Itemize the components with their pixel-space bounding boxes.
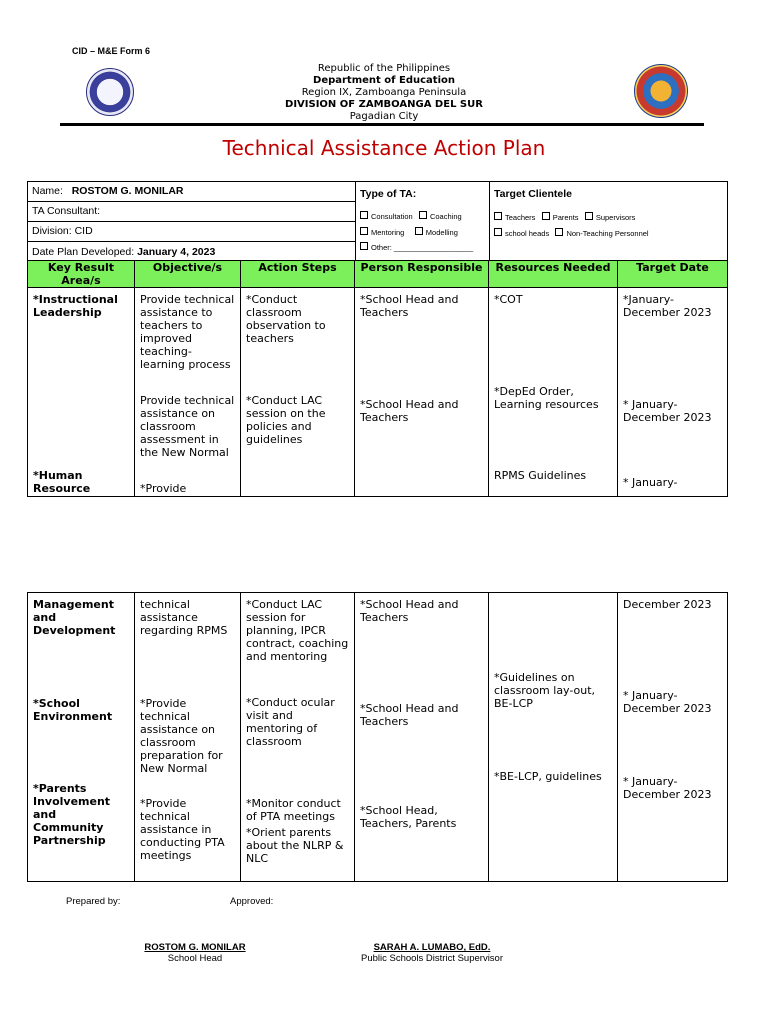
kra-item: *Instructional Leadership [33, 293, 118, 319]
objective-item: *Provide [140, 482, 187, 495]
name-line [28, 182, 355, 202]
page-title: Technical Assistance Action Plan [222, 136, 546, 160]
other-label: Other: ___________________ [371, 243, 474, 252]
person-responsible-cell [355, 593, 489, 882]
mentoring-checkbox[interactable] [360, 227, 368, 235]
column-header-row [28, 261, 728, 288]
letterhead-line-3: Region IX, Zamboanga Peninsula [301, 87, 467, 98]
prepared-signatory [95, 942, 295, 964]
objective-item: Provide technical assistance to teachers to improved teaching-learning process [140, 293, 235, 371]
objective-item: *Provide technical assistance in conducting PTA meetings [140, 797, 225, 862]
table-row [28, 288, 728, 497]
col-header-target-date: Target Date [618, 261, 728, 288]
info-row [28, 182, 728, 262]
resource-item: *DepEd Order, Learning resources [494, 385, 599, 411]
school-heads-checkbox[interactable] [494, 228, 502, 236]
action-plan-table-1 [27, 181, 728, 262]
teachers-label: Teachers [505, 213, 536, 222]
kra-item: Management and Development [33, 598, 116, 637]
approved-name: SARAH A. LUMABO, EdD. [373, 942, 491, 953]
modelling-label: Modelling [425, 228, 458, 237]
kra-item: *Parents Involvement and Community Partnership [33, 782, 111, 847]
letterhead-line-1: Republic of the Philippines [317, 63, 451, 74]
parents-checkbox[interactable] [542, 212, 550, 220]
clientele-options-row-1 [494, 211, 723, 224]
name-label: Name: [32, 185, 63, 197]
objective-item: *Provide technical assistance on classroom preparation for New Normal [140, 697, 223, 775]
col-header-person-responsible: Person Responsible [355, 261, 489, 288]
consultant-line: TA Consultant: [28, 202, 355, 222]
target-clientele-label: Target Clientele [494, 188, 572, 200]
date-line [28, 242, 355, 261]
supervisors-label: Supervisors [595, 213, 636, 222]
date-label: Date Plan Developed: [32, 246, 135, 258]
kra-cell [28, 593, 135, 882]
type-options-row-2 [360, 226, 485, 239]
person-item: *School Head and Teachers [360, 293, 459, 319]
col-header-kra: Key Result Area/s [28, 261, 135, 288]
action-plan-table-2 [27, 592, 728, 882]
table-row [28, 593, 728, 882]
consultation-label: Consultation [371, 212, 413, 221]
approved-signatory [332, 942, 532, 964]
kra-item: *Human Resource [33, 469, 91, 495]
date-item: * January-December 2023 [623, 398, 712, 424]
person-item: *School Head, Teachers, Parents [360, 804, 457, 830]
other-checkbox[interactable] [360, 242, 368, 250]
type-options-row-3 [360, 241, 485, 254]
resources-cell [489, 593, 618, 882]
form-code: CID – M&E Form 6 [72, 46, 151, 56]
target-date-cell [618, 593, 728, 882]
header-divider [60, 123, 704, 126]
prepared-by-label: Prepared by: [66, 896, 121, 907]
person-item: *School Head and Teachers [360, 598, 459, 624]
person-item: *School Head and Teachers [360, 702, 459, 728]
division-line: Division: CID [28, 222, 355, 242]
letterhead [0, 63, 768, 123]
non-teaching-label: Non-Teaching Personnel [566, 229, 649, 238]
target-date-cell [618, 288, 728, 497]
action-item: *Conduct ocular visit and mentoring of classroom [246, 696, 335, 748]
date-value: January 4, 2023 [137, 246, 216, 258]
date-item: December 2023 [623, 598, 712, 611]
coaching-checkbox[interactable] [419, 211, 427, 219]
prepared-name: ROSTOM G. MONILAR [144, 942, 246, 953]
date-item: * January-December 2023 [623, 689, 712, 715]
date-item: * January- [623, 476, 678, 489]
mentoring-label: Mentoring [371, 228, 405, 237]
action-steps-cell [241, 288, 355, 497]
action-item: *Conduct LAC session for planning, IPCR contract, coaching and mentoring [246, 598, 349, 663]
date-item: * January-December 2023 [623, 775, 712, 801]
type-options-row-1 [360, 210, 485, 223]
info-left-cell [28, 182, 356, 262]
approved-role: Public Schools District Supervisor [360, 953, 504, 964]
action-item: *Conduct classroom observation to teachers [246, 293, 326, 345]
consultation-checkbox[interactable] [360, 211, 368, 219]
objective-item: Provide technical assistance on classroom assessment in the New Normal [140, 394, 235, 459]
objective-item: technical assistance regarding RPMS [140, 598, 228, 637]
kra-cell [28, 288, 135, 497]
col-header-resources: Resources Needed [489, 261, 618, 288]
resource-item: *COT [494, 293, 523, 306]
modelling-checkbox[interactable] [415, 227, 423, 235]
letterhead-line-2: Department of Education [313, 75, 455, 86]
action-item: *Monitor conduct of PTA meetings [246, 797, 341, 823]
objectives-cell [135, 593, 241, 882]
action-steps-cell [241, 593, 355, 882]
school-heads-label: school heads [505, 229, 550, 238]
resource-item: *BE-LCP, guidelines [494, 770, 602, 783]
clientele-options-row-2 [494, 227, 723, 240]
parents-label: Parents [552, 213, 579, 222]
objectives-cell [135, 288, 241, 497]
target-clientele-cell [490, 182, 728, 262]
person-responsible-cell [355, 288, 489, 497]
supervisors-checkbox[interactable] [585, 212, 593, 220]
letterhead-line-5: Pagadian City [349, 111, 419, 122]
name-value: ROSTOM G. MONILAR [71, 185, 184, 197]
date-item: *January-December 2023 [623, 293, 712, 319]
non-teaching-checkbox[interactable] [555, 228, 563, 236]
action-plan-table-1-body [27, 260, 728, 497]
resources-cell [489, 288, 618, 497]
resource-item: *Guidelines on classroom lay-out, BE-LCP [494, 671, 596, 710]
type-of-ta-cell [356, 182, 490, 262]
coaching-label: Coaching [429, 212, 462, 221]
kra-item: *School Environment [33, 697, 113, 723]
action-item: *Conduct LAC session on the policies and guidelines [246, 394, 326, 446]
teachers-checkbox[interactable] [494, 212, 502, 220]
letterhead-line-4: DIVISION OF ZAMBOANGA DEL SUR [285, 99, 483, 110]
prepared-role: School Head [167, 953, 223, 964]
action-item: *Orient parents about the NLRP & NLC [246, 826, 344, 865]
col-header-action-steps: Action Steps [241, 261, 355, 288]
approved-label: Approved: [230, 896, 274, 907]
type-of-ta-label: Type of TA: [360, 188, 417, 200]
person-item: *School Head and Teachers [360, 398, 459, 424]
resource-item: RPMS Guidelines [494, 469, 587, 482]
col-header-objectives: Objective/s [135, 261, 241, 288]
